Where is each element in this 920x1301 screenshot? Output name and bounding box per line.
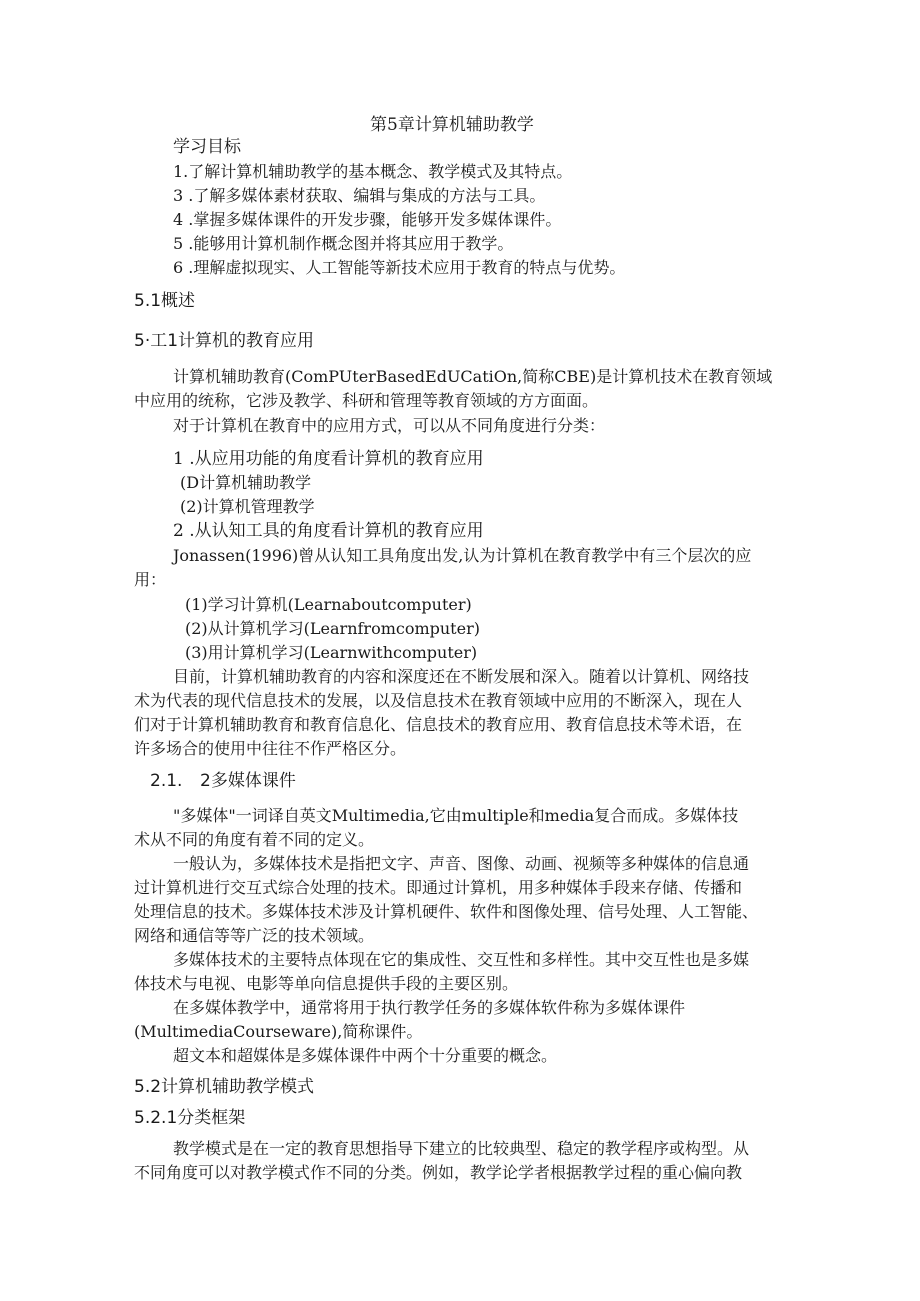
paragraph-line: Jonassen(1996)曾从认知工具角度出发,认为计算机在教育教学中有三个层次的应: [173, 546, 752, 565]
paragraph-line: 术为代表的现代信息技术的发展，以及信息技术在教育领域中应用的不断深入，现在人: [134, 691, 743, 710]
paragraph-line: 用：: [134, 570, 167, 589]
paragraph-line: 术从不同的角度有着不同的定义。: [134, 830, 375, 849]
paragraph-line: 教学模式是在一定的教育思想指导下建立的比较典型、稳定的教学程序或构型。从: [173, 1139, 750, 1158]
subsection-number: 2.1.: [150, 771, 183, 791]
level-item: (3)用计算机学习(Learnwithcomputer): [185, 643, 478, 662]
category-item: (D计算机辅助教学: [180, 473, 312, 492]
goal-item: 5 .能够用计算机制作概念图并将其应用于教学。: [173, 234, 514, 253]
goal-item: 4 .掌握多媒体课件的开发步骤，能够开发多媒体课件。: [173, 210, 562, 229]
paragraph-line: 对于计算机在教育中的应用方式，可以从不同角度进行分类：: [173, 416, 606, 435]
subsection-heading-multimedia: 2多媒体课件: [200, 771, 296, 791]
paragraph-line: 超文本和超媒体是多媒体课件中两个十分重要的概念。: [173, 1046, 558, 1065]
paragraph-line: 一般认为，多媒体技术是指把文字、声音、图像、动画、视频等多种媒体的信息通: [173, 854, 750, 873]
level-item: (1)学习计算机(Learnaboutcomputer): [185, 595, 472, 614]
chapter-title: 第5章计算机辅助教学: [370, 115, 534, 135]
goal-item: 6 .理解虚拟现实、人工智能等新技术应用于教育的特点与优势。: [173, 258, 626, 277]
paragraph-line: 中应用的统称，它涉及教学、科研和管理等教育领域的方方面面。: [134, 391, 599, 410]
paragraph-line: 多媒体技术的主要特点体现在它的集成性、交互性和多样性。其中交互性也是多媒: [173, 950, 750, 969]
goals-heading: 学习目标: [173, 137, 241, 157]
level-item: (2)从计算机学习(Learnfromcomputer): [185, 619, 480, 638]
goal-item: 1.了解计算机辅助教学的基本概念、教学模式及其特点。: [173, 162, 573, 181]
paragraph-line: 目前，计算机辅助教育的内容和深度还在不断发展和深入。随着以计算机、网络技: [173, 667, 750, 686]
section-heading-5-1: 5.1概述: [134, 291, 196, 311]
category-item: (2)计算机管理教学: [180, 497, 315, 516]
paragraph-line: 不同角度可以对教学模式作不同的分类。例如，教学论学者根据教学过程的重心偏向教: [134, 1163, 743, 1182]
paragraph-line: 体技术与电视、电影等单向信息提供手段的主要区别。: [134, 974, 519, 993]
section-heading-5-2: 5.2计算机辅助教学模式: [134, 1077, 315, 1097]
paragraph-line: 过计算机进行交互式综合处理的技术。即通过计算机，用多种媒体手段来存储、传播和: [134, 878, 743, 897]
paragraph-line: 网络和通信等等广泛的技术领域。: [134, 926, 375, 945]
paragraph-line: 计算机辅助教育(ComPUterBasedEdUCatiOn,简称CBE)是计算机技术在教育领域: [173, 367, 773, 386]
paragraph-line: 在多媒体教学中，通常将用于执行教学任务的多媒体软件称为多媒体课件: [173, 998, 686, 1017]
category-heading: 2 .从认知工具的角度看计算机的教育应用: [173, 521, 484, 541]
paragraph-line: 许多场合的使用中往往不作严格区分。: [134, 739, 407, 758]
category-heading: 1 .从应用功能的角度看计算机的教育应用: [173, 449, 484, 469]
subsection-heading-5-1-1: 5·工1计算机的教育应用: [134, 331, 315, 351]
paragraph-line: "多媒体"一词译自英文Multimedia,它由multiple和media复合而成。多媒体技: [173, 806, 739, 825]
paragraph-line: (MultimediaCourseware),简称课件。: [134, 1022, 423, 1041]
paragraph-line: 处理信息的技术。多媒体技术涉及计算机硬件、软件和图像处理、信号处理、人工智能、: [134, 902, 759, 921]
paragraph-line: 们对于计算机辅助教育和教育信息化、信息技术的教育应用、教育信息技术等术语，在: [134, 715, 743, 734]
subsection-heading-5-2-1: 5.2.1分类框架: [134, 1108, 246, 1128]
goal-item: 3 .了解多媒体素材获取、编辑与集成的方法与工具。: [173, 186, 546, 205]
